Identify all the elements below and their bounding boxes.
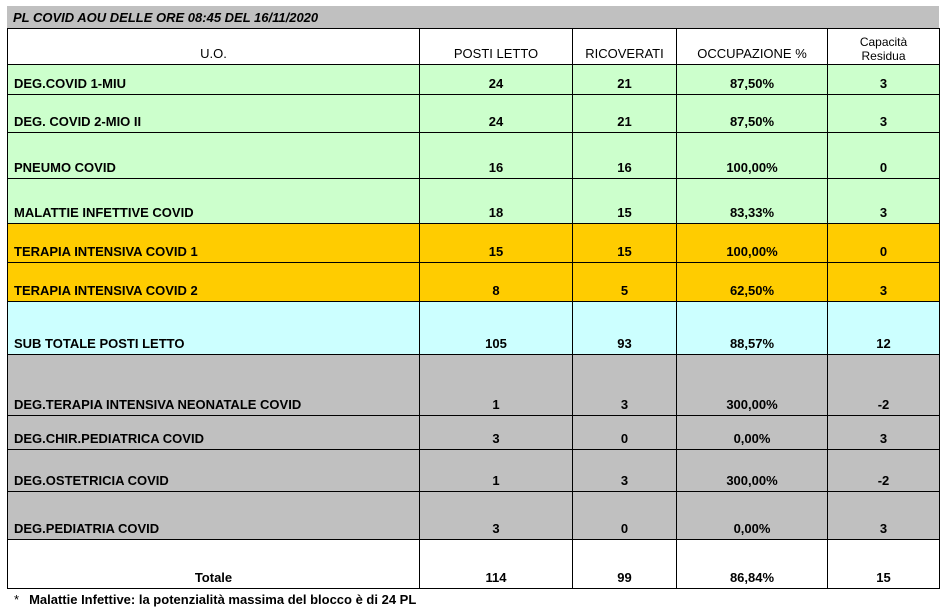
header-ricoverati: RICOVERATI (573, 29, 677, 65)
row-capacita: 3 (828, 416, 940, 450)
footnote (14, 592, 416, 607)
row-posti-letto: 16 (420, 133, 573, 179)
table-row (8, 133, 940, 179)
row-uo: DEG.CHIR.PEDIATRICA COVID (8, 416, 420, 450)
row-uo: DEG.OSTETRICIA COVID (8, 450, 420, 492)
row-ricoverati: 3 (573, 450, 677, 492)
header-posti-letto: POSTI LETTO (420, 29, 573, 65)
row-occupazione: 300,00% (677, 355, 828, 416)
row-ricoverati: 21 (573, 65, 677, 95)
row-capacita: 3 (828, 179, 940, 224)
row-capacita: 3 (828, 263, 940, 302)
row-posti-letto: 3 (420, 492, 573, 540)
row-posti-letto: 1 (420, 355, 573, 416)
row-occupazione: 300,00% (677, 450, 828, 492)
subtotal-row (8, 302, 940, 355)
row-posti-letto: 24 (420, 95, 573, 133)
total-posti-letto: 114 (420, 540, 573, 589)
table-row (8, 179, 940, 224)
row-uo: MALATTIE INFETTIVE COVID (8, 179, 420, 224)
row-occupazione: 83,33% (677, 179, 828, 224)
bed-occupancy-table (7, 28, 940, 589)
row-uo: DEG.TERAPIA INTENSIVA NEONATALE COVID (8, 355, 420, 416)
row-posti-letto: 8 (420, 263, 573, 302)
header-capacita-line2: Residua (861, 49, 906, 63)
table-row (8, 263, 940, 302)
row-uo: SUB TOTALE POSTI LETTO (8, 302, 420, 355)
header-occupazione: OCCUPAZIONE % (677, 29, 828, 65)
row-occupazione: 0,00% (677, 492, 828, 540)
row-occupazione: 87,50% (677, 65, 828, 95)
table-row (8, 416, 940, 450)
table-row (8, 224, 940, 263)
row-posti-letto: 18 (420, 179, 573, 224)
row-capacita: 12 (828, 302, 940, 355)
header-capacita-line1: Capacità (859, 35, 908, 49)
row-capacita: 3 (828, 95, 940, 133)
row-uo: DEG.PEDIATRIA COVID (8, 492, 420, 540)
total-ricoverati: 99 (573, 540, 677, 589)
row-uo: DEG.COVID 1-MIU (8, 65, 420, 95)
table-row (8, 95, 940, 133)
row-ricoverati: 15 (573, 179, 677, 224)
row-ricoverati: 16 (573, 133, 677, 179)
row-uo: TERAPIA INTENSIVA COVID 2 (8, 263, 420, 302)
table-row (8, 355, 940, 416)
row-occupazione: 0,00% (677, 416, 828, 450)
row-capacita: 3 (828, 65, 940, 95)
row-ricoverati: 3 (573, 355, 677, 416)
row-ricoverati: 5 (573, 263, 677, 302)
row-capacita: 0 (828, 133, 940, 179)
row-ricoverati: 93 (573, 302, 677, 355)
row-occupazione: 88,57% (677, 302, 828, 355)
row-uo: DEG. COVID 2-MIO II (8, 95, 420, 133)
row-capacita: -2 (828, 355, 940, 416)
row-occupazione: 100,00% (677, 133, 828, 179)
report-title: PL COVID AOU DELLE ORE 08:45 DEL 16/11/2020 (7, 6, 939, 28)
table-row (8, 492, 940, 540)
row-posti-letto: 24 (420, 65, 573, 95)
row-capacita: 0 (828, 224, 940, 263)
table-row (8, 450, 940, 492)
row-uo: PNEUMO COVID (8, 133, 420, 179)
footnote-text: Malattie Infettive: la potenzialità massima del blocco è di 24 PL (29, 592, 417, 607)
row-ricoverati: 21 (573, 95, 677, 133)
row-occupazione: 100,00% (677, 224, 828, 263)
table-row (8, 65, 940, 95)
row-occupazione: 87,50% (677, 95, 828, 133)
row-uo: TERAPIA INTENSIVA COVID 1 (8, 224, 420, 263)
row-capacita: -2 (828, 450, 940, 492)
header-capacita-residua (828, 29, 940, 65)
total-occupazione: 86,84% (677, 540, 828, 589)
total-label: Totale (8, 540, 420, 589)
header-uo: U.O. (8, 29, 420, 65)
row-posti-letto: 105 (420, 302, 573, 355)
row-posti-letto: 3 (420, 416, 573, 450)
row-posti-letto: 1 (420, 450, 573, 492)
row-ricoverati: 0 (573, 492, 677, 540)
row-posti-letto: 15 (420, 224, 573, 263)
total-capacita: 15 (828, 540, 940, 589)
row-ricoverati: 0 (573, 416, 677, 450)
table-header-row (8, 29, 940, 65)
row-ricoverati: 15 (573, 224, 677, 263)
row-capacita: 3 (828, 492, 940, 540)
row-occupazione: 62,50% (677, 263, 828, 302)
footnote-star: * (14, 592, 20, 607)
total-row (8, 540, 940, 589)
